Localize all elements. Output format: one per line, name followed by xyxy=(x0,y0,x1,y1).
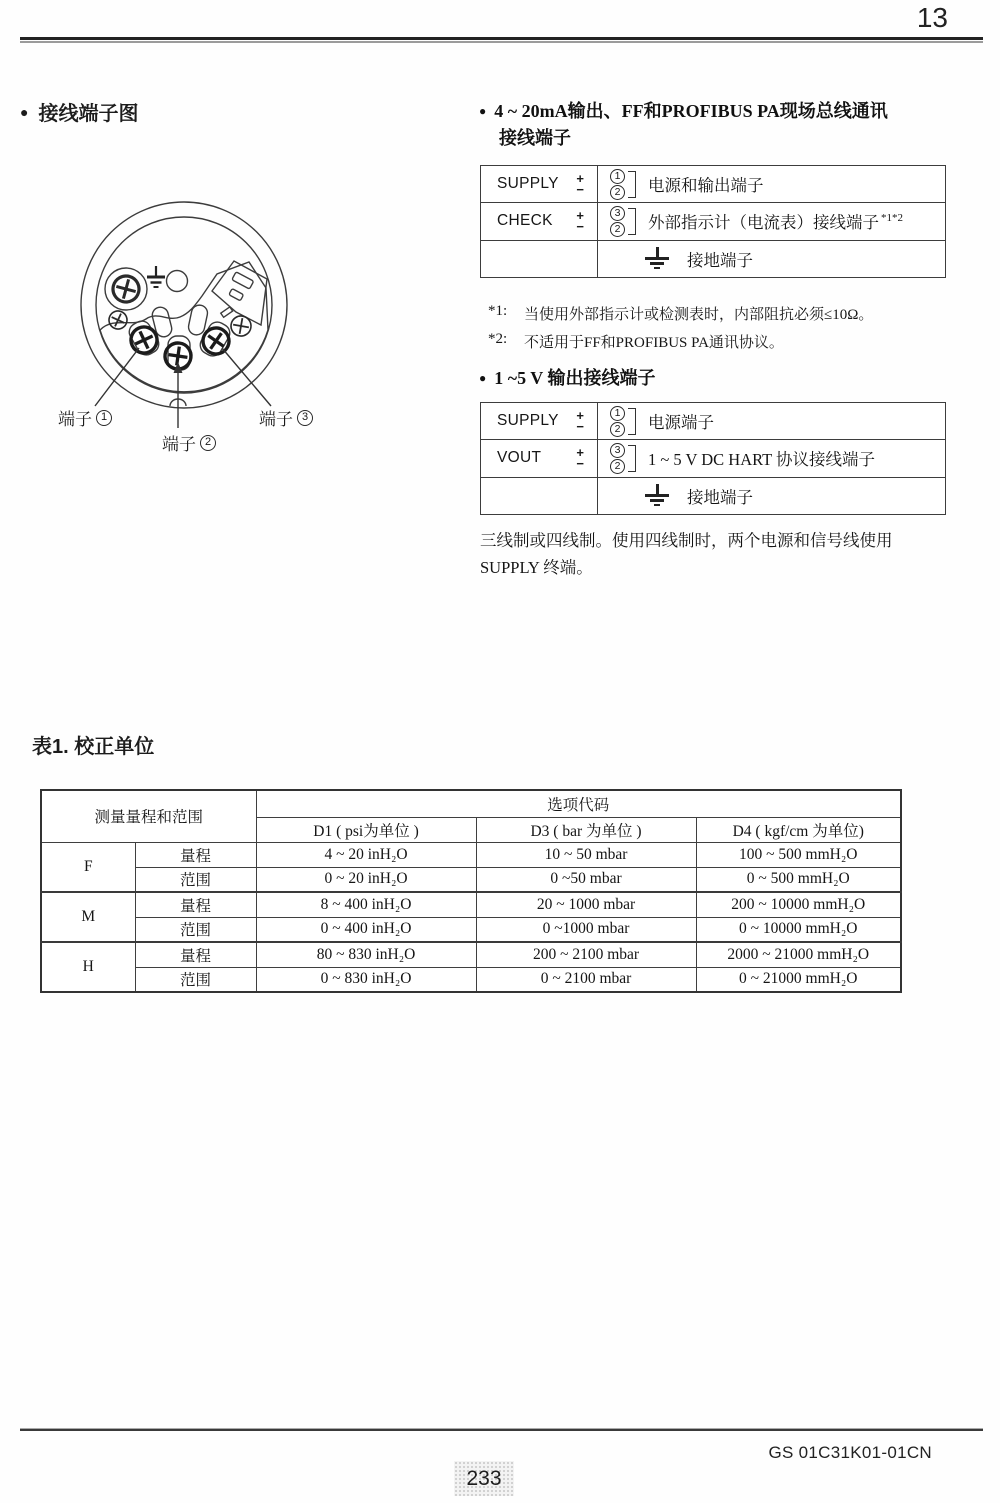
header-row-1 xyxy=(41,790,901,817)
plus-sign: + xyxy=(576,445,584,461)
cell-label xyxy=(481,440,598,476)
terminal-numbers xyxy=(610,406,625,437)
terminal-bracket-icon xyxy=(628,445,636,472)
terminal-bracket-icon xyxy=(628,171,636,198)
desc-main: 外部指示计（电流表）接线端子 xyxy=(648,213,879,233)
table-row xyxy=(41,917,901,942)
terminal-numbers xyxy=(610,169,625,200)
circled-number-1: 1 xyxy=(96,410,112,426)
diagram-outline xyxy=(81,202,287,408)
terminal-3-label xyxy=(259,405,313,430)
wiring-paragraph xyxy=(480,527,958,581)
d3-cell: 0 ~1000 mbar xyxy=(476,917,696,942)
table-row-check xyxy=(481,202,945,239)
label-text: 端子 xyxy=(58,410,92,429)
plus-sign: + xyxy=(576,171,584,187)
d3-cell: 10 ~ 50 mbar xyxy=(476,842,696,867)
polarity-marks xyxy=(576,408,584,435)
footnote-2 xyxy=(488,331,968,352)
small-screws xyxy=(106,273,253,338)
plus-sign: + xyxy=(576,208,584,224)
d1-cell: 80 ~ 830 inH₂O xyxy=(256,942,476,967)
d1-cell: 4 ~ 20 inH₂O xyxy=(256,842,476,867)
terminal-numbers xyxy=(610,206,625,237)
kind-cell: 范围 xyxy=(135,967,256,992)
kind-cell: 量程 xyxy=(135,842,256,867)
footnote-text: 当使用外部指示计或检测表时，内部阻抗必须≤10Ω。 xyxy=(524,307,874,323)
d4-cell: 100 ~ 500 mmH₂O xyxy=(696,842,901,867)
group-m: M xyxy=(41,892,135,942)
terminal-bracket-icon xyxy=(628,408,636,435)
terminal-1-label xyxy=(58,405,112,430)
d3-cell: 0 ~50 mbar xyxy=(476,867,696,892)
paragraph-line-2: SUPPLY 终端。 xyxy=(480,558,593,577)
vout-label: VOUT xyxy=(497,449,542,467)
table-row-supply xyxy=(481,166,945,202)
table-row xyxy=(41,967,901,992)
polarity-marks xyxy=(576,171,584,198)
supply-label: SUPPLY xyxy=(497,175,559,193)
section-heading-1-5v xyxy=(479,365,655,392)
d1-cell: 8 ~ 400 inH₂O xyxy=(256,892,476,917)
calibration-table xyxy=(40,789,902,993)
terminal-bracket-icon xyxy=(628,208,636,235)
d4-cell: 0 ~ 500 mmH₂O xyxy=(696,867,901,892)
cell-desc xyxy=(598,440,945,476)
terminal-screws xyxy=(127,323,234,371)
d1-cell: 0 ~ 400 inH₂O xyxy=(256,917,476,942)
cell-label xyxy=(481,203,598,239)
label-text: 端子 xyxy=(162,435,196,454)
cell-label xyxy=(481,403,598,439)
header-d3: D3 ( bar 为单位 ) xyxy=(476,817,696,842)
document-code: GS 01C31K01-01CN xyxy=(768,1443,932,1462)
circled-number: 1 xyxy=(610,406,625,421)
bullet-icon: ● xyxy=(479,104,487,118)
circled-number: 2 xyxy=(610,185,625,200)
bullet-icon: ● xyxy=(479,371,487,385)
heading-text: 4 ~ 20mA输出、FF和PROFIBUS PA现场总线通讯 xyxy=(494,101,888,121)
calibration-table-caption xyxy=(32,730,154,759)
desc-text: 电源和输出端子 xyxy=(648,176,764,196)
paragraph-line-1: 三线制或四线制。使用四线制时，两个电源和信号线使用 xyxy=(480,531,893,550)
section-heading-text: 接线端子图 xyxy=(38,103,139,125)
desc-text xyxy=(648,209,903,233)
d4-cell: 200 ~ 10000 mmH₂O xyxy=(696,892,901,917)
cell-label xyxy=(481,166,598,202)
circled-number: 3 xyxy=(610,206,625,221)
header-d4: D4 ( kgf/cm 为单位) xyxy=(696,817,901,842)
d4-cell: 2000 ~ 21000 mmH₂O xyxy=(696,942,901,967)
kind-cell: 量程 xyxy=(135,892,256,917)
desc-text: 1 ~ 5 V DC HART 协议接线端子 xyxy=(648,450,876,470)
d3-cell: 0 ~ 2100 mbar xyxy=(476,967,696,992)
heading-line-2: 接线端子 xyxy=(499,128,571,148)
d1-cell: 0 ~ 830 inH₂O xyxy=(256,967,476,992)
caption-text: 表1. 校正单位 xyxy=(32,736,155,758)
footer-page-number: 233 xyxy=(454,1461,514,1496)
heading-line-1 xyxy=(479,98,969,125)
cell-desc xyxy=(598,203,945,239)
bullet-icon: ● xyxy=(20,103,29,120)
table-row-ground xyxy=(481,477,945,514)
cell-desc xyxy=(598,166,945,202)
heading-text: 1 ~5 V 输出接线端子 xyxy=(494,368,656,388)
circled-number: 2 xyxy=(610,222,625,237)
terminal-table-4-20ma xyxy=(480,165,946,278)
kind-cell: 范围 xyxy=(135,867,256,892)
group-h: H xyxy=(41,942,135,992)
minus-sign: − xyxy=(576,456,584,472)
d4-cell: 0 ~ 10000 mmH₂O xyxy=(696,917,901,942)
kind-cell: 量程 xyxy=(135,942,256,967)
d3-cell: 20 ~ 1000 mbar xyxy=(476,892,696,917)
header-d1: D1 ( psi为单位 ) xyxy=(256,817,476,842)
plus-sign: + xyxy=(576,408,584,424)
polarity-marks xyxy=(576,208,584,235)
ground-icon xyxy=(644,483,671,508)
terminal-2-label xyxy=(162,430,216,455)
cell-desc xyxy=(598,241,945,277)
section-heading-4-20ma xyxy=(479,98,969,152)
circled-number: 3 xyxy=(610,443,625,458)
minus-sign: − xyxy=(576,419,584,435)
kind-cell: 范围 xyxy=(135,917,256,942)
header-option-code: 选项代码 xyxy=(256,790,901,817)
circled-number-2: 2 xyxy=(200,435,216,451)
circled-number: 1 xyxy=(610,169,625,184)
page-number: 13 xyxy=(916,2,948,33)
circled-number-3: 3 xyxy=(297,410,313,426)
header-rule xyxy=(20,37,983,43)
section-heading-terminal-diagram xyxy=(20,97,138,126)
table-row-supply xyxy=(481,403,945,439)
terminal-table-1-5v xyxy=(480,402,946,515)
cell-label-empty xyxy=(481,241,598,277)
table-row xyxy=(41,892,901,917)
d4-cell: 0 ~ 21000 mmH₂O xyxy=(696,967,901,992)
cell-desc xyxy=(598,478,945,514)
ground-icon xyxy=(644,246,671,271)
heading-line-1 xyxy=(479,365,655,392)
table-row xyxy=(41,867,901,892)
table-row-vout xyxy=(481,439,945,476)
diagram-ground-icon xyxy=(147,266,165,287)
desc-text: 接地端子 xyxy=(687,250,753,270)
supply-label: SUPPLY xyxy=(497,412,559,430)
footnote-marker: *1: xyxy=(488,303,508,319)
cell-label-empty xyxy=(481,478,598,514)
polarity-marks xyxy=(576,445,584,472)
group-f: F xyxy=(41,842,135,892)
circled-number: 2 xyxy=(610,422,625,437)
footer-rule xyxy=(20,1428,983,1431)
footnote-1 xyxy=(488,303,968,324)
table-row-ground xyxy=(481,240,945,277)
header-measure-span: 测量量程和范围 xyxy=(41,790,256,842)
footnote-marker: *2: xyxy=(488,331,508,347)
table-row xyxy=(41,842,901,867)
d1-cell: 0 ~ 20 inH₂O xyxy=(256,867,476,892)
terminal-numbers xyxy=(610,443,625,474)
desc-text: 电源端子 xyxy=(648,413,714,433)
minus-sign: − xyxy=(576,219,584,235)
footnote-text: 不适用于FF和PROFIBUS PA通讯协议。 xyxy=(524,335,784,351)
check-label: CHECK xyxy=(497,212,553,230)
desc-text: 接地端子 xyxy=(687,487,753,507)
minus-sign: − xyxy=(576,182,584,198)
label-text: 端子 xyxy=(259,410,293,429)
d3-cell: 200 ~ 2100 mbar xyxy=(476,942,696,967)
circled-number: 2 xyxy=(610,459,625,474)
table-row xyxy=(41,942,901,967)
footnote-ref: *1*2 xyxy=(881,212,903,225)
cell-desc xyxy=(598,403,945,439)
